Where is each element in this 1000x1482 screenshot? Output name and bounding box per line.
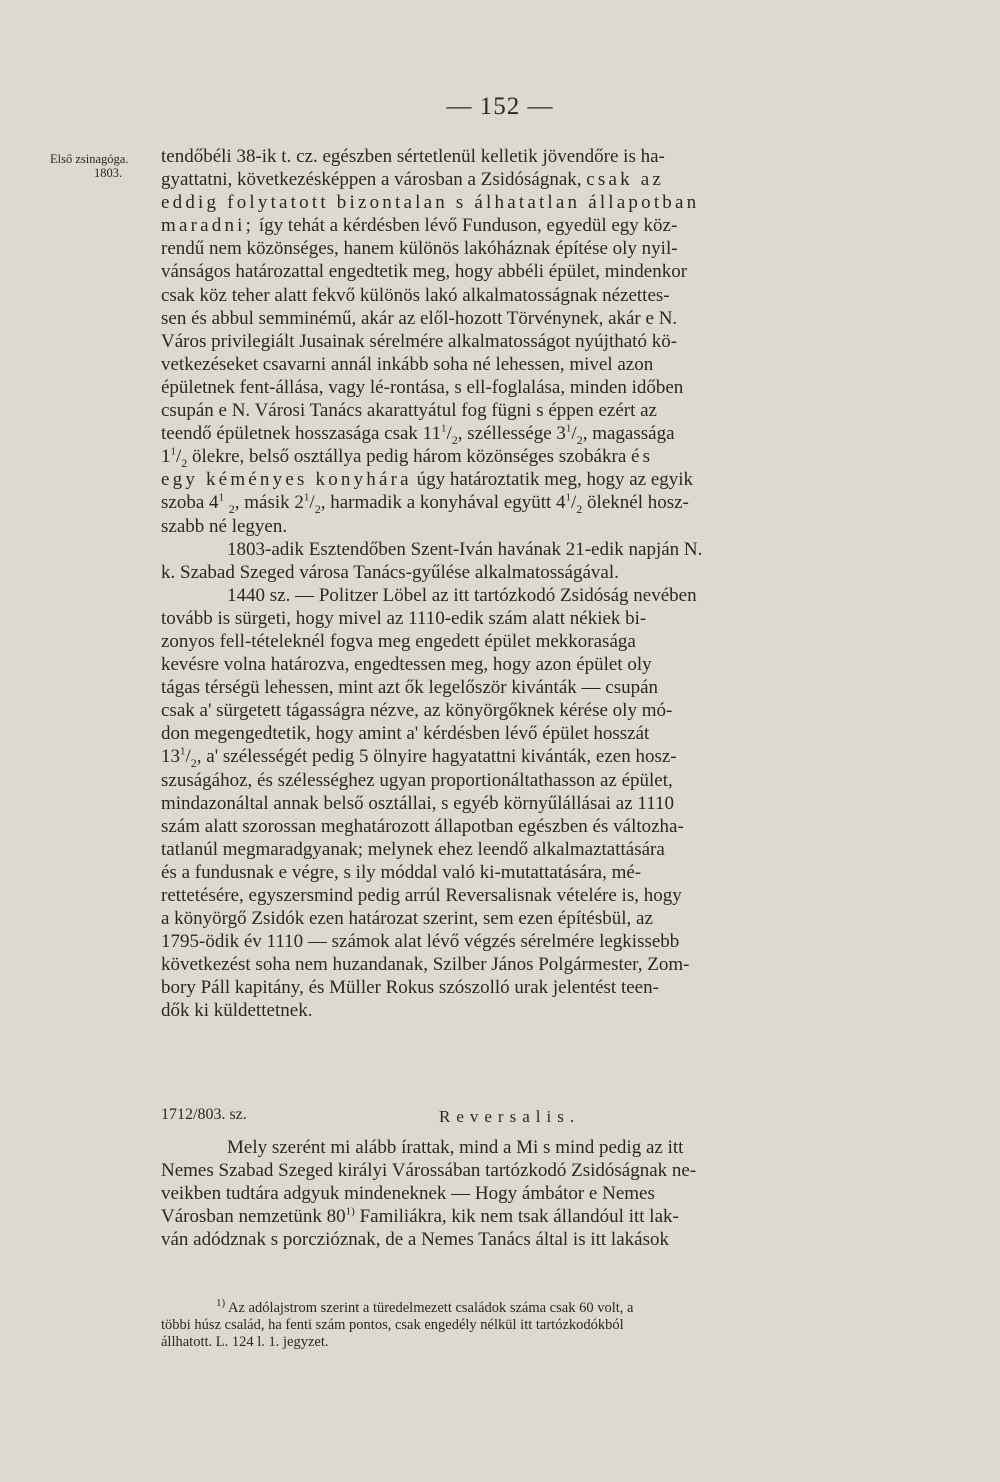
text-line: teendő épületnek hosszasága csak $11^1/_2$, széllessége $3^1/_2$, magassága bbox=[161, 422, 675, 447]
emphasis-line: eddig folytatott bizontalan s álhatatlan állapotban bbox=[161, 192, 700, 214]
footnote bbox=[161, 1297, 906, 1351]
text-line: tágas térségü lehessen, mint azt ők legelőször kivánták — csupán bbox=[161, 677, 659, 699]
text-line: Mely szerént mi alább írattak, mind a Mi s mind pedig az itt bbox=[227, 1137, 684, 1158]
text-line: csupán e N. Városi Tanács akarattyátul fog fügni s éppen ezért az bbox=[161, 400, 657, 422]
text-line: 1795-ödik év 1110 — számok alat lévő végzés sérelmére legkissebb bbox=[161, 931, 680, 953]
text-line: tovább is sürgeti, hogy mivel az 1110-edik szám alatt nékiek bi- bbox=[161, 607, 647, 629]
text-line: tendőbéli 38-ik t. cz. egészben sértetlenül kelletik jövendőre is ha- bbox=[161, 146, 665, 167]
text-line: rettetésére, egyszersmind pedig arrúl Reversalisnak vételére is, hogy bbox=[161, 885, 682, 906]
text-line: csak köz teher alatt fekvő különös lakó alkalmatosságnak nézettes- bbox=[161, 284, 670, 306]
reference-number: 1712/803. sz. bbox=[161, 1106, 247, 1123]
footnote-line: többi húsz család, ha fenti szám pontos, csak engedély nélkül itt tartózkodókból bbox=[161, 1317, 624, 1333]
margin-note-year: 1803. bbox=[94, 166, 123, 180]
text-line: szoba $4^1$ $_2$, másik $2^1/_2$, harmadik a konyhával együtt $4^1/_2$ öleknél hosz- bbox=[161, 492, 689, 517]
text-line: 1803-adik Esztendőben Szent-Iván havának 21-edik napján N. bbox=[227, 538, 703, 560]
text-line: épületnek fent-állása, vagy lé-rontása, s ell-foglalása, minden időben bbox=[161, 376, 684, 398]
section-title: Reversalis. bbox=[439, 1107, 581, 1126]
text-line: dők ki küldettetnek. bbox=[161, 1000, 313, 1022]
text-line: szám alatt szorossan meghatározott állapotban egészben és változha- bbox=[161, 815, 684, 837]
footnote-marker: 1) bbox=[216, 1297, 226, 1310]
emphasis-text: csak az bbox=[586, 169, 665, 191]
paragraph-reversalis bbox=[161, 1136, 906, 1251]
text-line: vánságos határozattal engedtetik meg, hogy abbéli épület, mindenkor bbox=[161, 261, 688, 283]
text-line: maradni; így tehát a kérdésben lévő Funduson, egyedül egy köz- bbox=[161, 215, 678, 237]
text-line: vetkezéseket csavarni annál inkább soha né lehessen, mivel azon bbox=[161, 353, 654, 375]
text-line: k. Szabad Szeged városa Tanács-gyűlése alkalmatosságával. bbox=[161, 561, 619, 583]
text-line: veikben tudtára adgyuk mindeneknek — Hogy ámbátor e Nemes bbox=[161, 1183, 655, 1205]
paragraph-date bbox=[161, 538, 906, 584]
text-line: és a fundusnak e végre, s ily móddal való ki-mutattatására, mé- bbox=[161, 861, 642, 883]
paragraph-1440 bbox=[161, 584, 906, 1023]
text-line: csak a' sürgetett tágasságra nézve, az könyörgőknek kérése oly mó- bbox=[161, 700, 673, 722]
text-line: don megengedtetik, hogy amint a' kérdésben lévő épület hosszát bbox=[161, 723, 650, 745]
text-line: következést soha nem huzandanak, Szilber János Polgármester, Zom- bbox=[161, 954, 690, 976]
text-line: Város privilegiált Jusainak sérelmére alkalmatosságot nyújtható kö- bbox=[161, 330, 678, 352]
text-line: egy kéményes konyhára úgy határoztatik meg, hogy az egyik bbox=[161, 469, 694, 491]
text-line: kevésre volna határozva, engedtessen meg, hogy azon épület oly bbox=[161, 654, 652, 676]
page-number: — 152 — bbox=[446, 93, 554, 120]
text-line: mindazonáltal annak belső osztállai, s egyéb környűlállásai az 1110 bbox=[161, 792, 675, 814]
text-line: $13^1/_2$, a' szélességét pedig 5 ölnyire hagyatattni kivánták, ezen hosz- bbox=[161, 746, 677, 771]
text-line: a könyörgő Zsidók ezen határozat szerint, sem ezen építésbül, az bbox=[161, 908, 653, 930]
text-line: ván adódznak s porczióznak, de a Nemes Tanács által is itt lakások bbox=[161, 1229, 669, 1251]
text-line: bory Páll kapitány, és Müller Rokus szószolló urak jelentést teen- bbox=[161, 977, 659, 999]
text-line: $1^1/_2$ ölekre, belső osztállya pedig három közönséges szobákra és bbox=[161, 445, 654, 471]
text-line: zonyos fell-tételeknél fogva meg engedett épület mekkorasága bbox=[161, 630, 636, 652]
text-line: 1440 sz. — Politzer Löbel az itt tartózkodó Zsidóság nevében bbox=[227, 584, 697, 606]
paragraph-decision bbox=[161, 145, 906, 538]
main-text bbox=[161, 145, 906, 1023]
text-line: Nemes Szabad Szeged királyi Várossában tartózkodó Zsidóságnak ne- bbox=[161, 1160, 697, 1182]
footnote-line: állhatott. L. 124 l. 1. jegyzet. bbox=[161, 1334, 329, 1350]
text-line: szabb né legyen. bbox=[161, 515, 288, 537]
text-line: Városban nemzetünk 80$^{1)}$ Familiákra, kik nem tsak állandóul itt lak- bbox=[161, 1205, 679, 1228]
footnote-line: $^{1)}$ Az adólajstrom szerint a türedelmezett családok száma csak 60 volt, a bbox=[216, 1297, 634, 1316]
text-line: sen és abbul semminémű, akár az elől-hozott Törvénynek, akár e N. bbox=[161, 307, 678, 329]
text-line: szuságához, és szélességhez ugyan proportionáltathasson az épület, bbox=[161, 769, 673, 791]
text-line: tatlanúl megmaradgyanak; melynek ehez leendő alkalmaztattására bbox=[161, 838, 665, 860]
margin-note-title: Első zsinagóga. bbox=[50, 152, 129, 166]
text-line: gyattatni, következésképpen a városban a Zsidóságnak, csak az bbox=[161, 169, 665, 191]
reversalis-text bbox=[161, 1136, 906, 1251]
text-line: rendű nem közönséges, hanem különös lakóháznak építése oly nyil- bbox=[161, 238, 678, 260]
reversalis-heading bbox=[161, 1106, 906, 1130]
margin-note bbox=[50, 152, 160, 180]
